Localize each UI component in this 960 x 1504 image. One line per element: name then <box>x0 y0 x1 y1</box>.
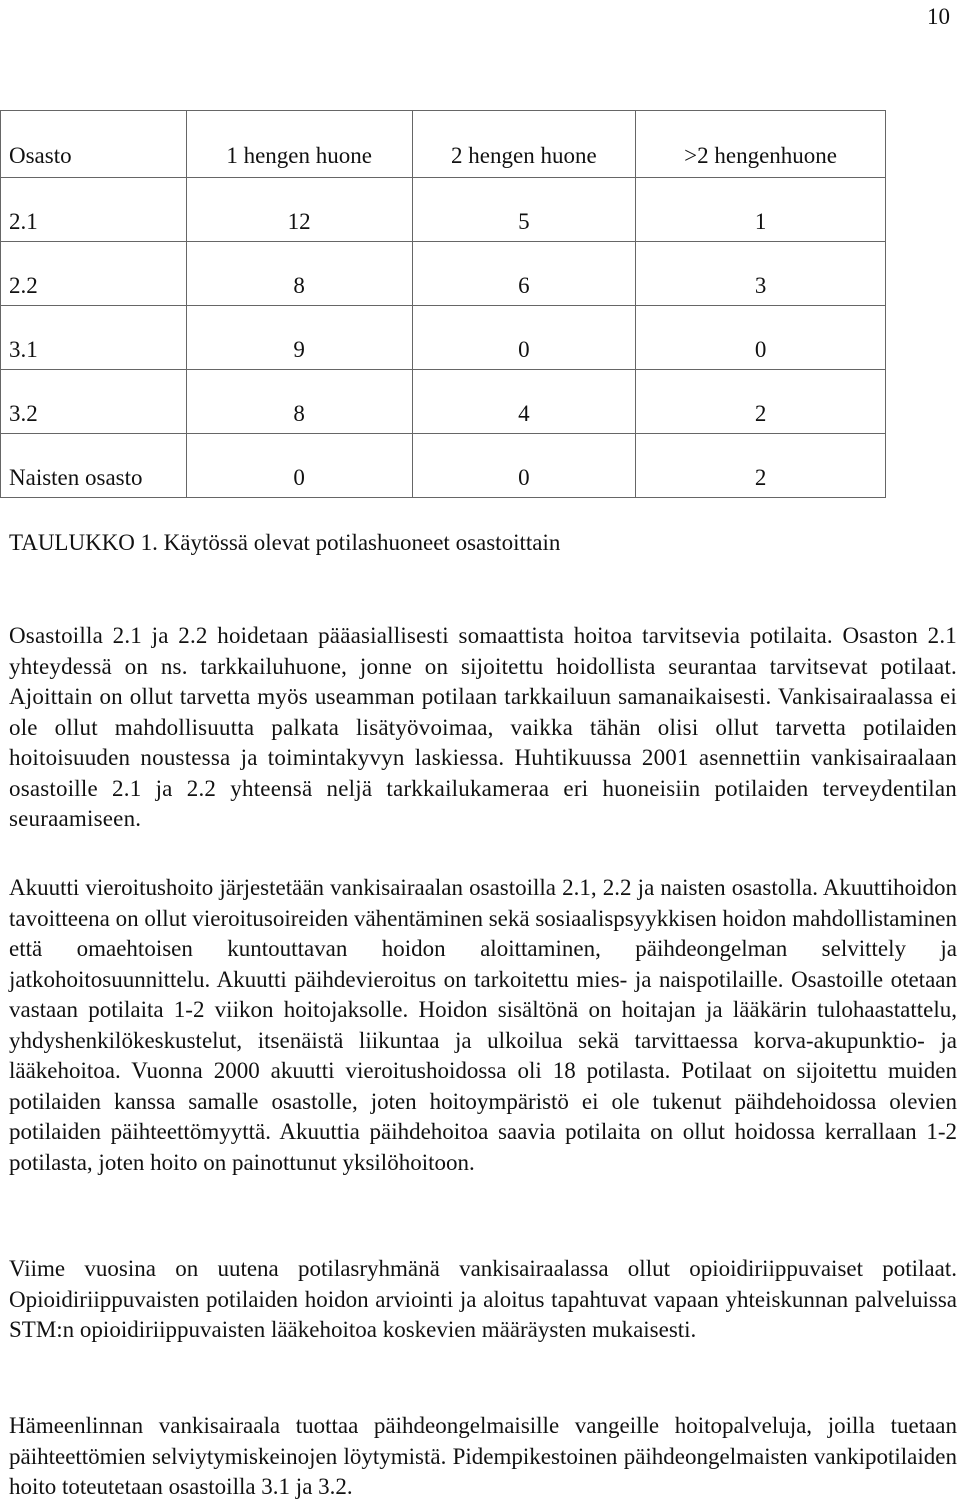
table-cell: 3 <box>636 242 886 306</box>
table-row <box>1 242 886 306</box>
table-cell: 2 <box>636 434 886 498</box>
paragraph-hameenlinna: Hämeenlinnan vankisairaala tuottaa päihdeongelmaisille vangeille hoitopalveluja, joilla tuetaan päihteettömien selviytymiskeinojen löytymistä. Pidempikestoinen päihdeongelmaisten vankipotilaiden hoito toteutetaan osastoilla 3.1 ja 3.2. <box>9 1413 957 1499</box>
table-cell: 0 <box>186 434 412 498</box>
table-cell: 0 <box>412 434 636 498</box>
table-row <box>1 306 886 370</box>
table-cell: 0 <box>412 306 636 370</box>
table-row <box>1 434 886 498</box>
table-cell: 12 <box>186 178 412 242</box>
paragraph-acute-withdrawal: Akuutti vieroitushoito järjestetään vankisairaalan osastoilla 2.1, 2.2 ja naisten osastolla. Akuuttihoidon tavoitteena on ollut vieroitusoireiden vähentäminen sekä sosiaalispsyykkisen hoidon mahdollistaminen että omaehtoisen kuntouttavan hoidon aloittaminen, päihdeongelman selvittely ja jatkohoitosuunnittelu. Akuutti päihdevieroitus on tarkoitettu mies- ja naispotilaille. Osastoille otetaan vastaan potilaita 1-2 viikon hoitojaksolle. Hoidon sisältönä on hoitajan ja lääkärin tulohaastattelu, yhdyshenkilökeskustelut, itsenäistä liikuntaa ja ulkoilua sekä tarvittaessa korva-akupunktio- ja lääkehoitoa. Vuonna 2000 akuutti vieroitushoidossa oli 18 potilasta. Potilaat on sijoitettu muiden potilaiden kanssa samalle osastolle, joten hoitoympäristö ei ole tukenut päihdehoidossa olevien potilaiden päihteettömyyttä. Akuuttia päihdehoitoa saavia potilaita on ollut hoidossa kerrallaan 1-2 potilasta, joten hoito on painottunut yksilöhoitoon. <box>9 875 957 1175</box>
table-cell: Naisten osasto <box>1 434 187 498</box>
table-header-cell: 2 hengen huone <box>412 111 636 178</box>
table-header-cell: 1 hengen huone <box>186 111 412 178</box>
table-cell: 1 <box>636 178 886 242</box>
table-cell: 2 <box>636 370 886 434</box>
table-cell: 3.1 <box>1 306 187 370</box>
table-cell: 9 <box>186 306 412 370</box>
table-header-cell: Osasto <box>1 111 187 178</box>
table-cell: 2.2 <box>1 242 187 306</box>
page-number: 10 <box>927 4 950 29</box>
table-header-cell: >2 hengenhuone <box>636 111 886 178</box>
table-caption: TAULUKKO 1. Käytössä olevat potilashuoneet osastoittain <box>9 530 561 555</box>
table-cell: 4 <box>412 370 636 434</box>
rooms-table <box>0 110 886 498</box>
table-cell: 8 <box>186 370 412 434</box>
table-row <box>1 178 886 242</box>
paragraph-somatic-care: Osastoilla 2.1 ja 2.2 hoidetaan pääasiallisesti somaattista hoitoa tarvitsevia potilaita. Osaston 2.1 yhteydessä on ns. tarkkailuhuone, jonne on sijoitettu hoidollista seurantaa tarvitsevat potilaat. Ajoittain on ollut tarvetta myös useamman potilaan tarkkailuun samanaikaisesti. Vankisairaalassa ei ole ollut mahdollisuutta palkata lisätyövoimaa, vaikka tähän olisi ollut tarvetta potilaiden hoitoisuuden noustessa ja toimintakyvyn laskiessa. Huhtikuussa 2001 asennettiin vankisairaalaan osastoille 2.1 ja 2.2 yhteensä neljä tarkkailukameraa eri huoneisiin potilaiden terveydentilan seuraamiseen. <box>9 623 957 831</box>
table-cell: 3.2 <box>1 370 187 434</box>
table-cell: 6 <box>412 242 636 306</box>
table-cell: 5 <box>412 178 636 242</box>
table-header-row <box>1 111 886 178</box>
paragraph-opioid-dependence: Viime vuosina on uutena potilasryhmänä vankisairaalassa ollut opioidiriippuvaiset potilaat. Opioidiriippuvaisten potilaiden hoidon arviointi ja aloitus tapahtuvat vapaan yhteiskunnan palveluissa STM:n opioidiriippuvaisten lääkehoitoa koskevien määräysten mukaisesti. <box>9 1256 957 1342</box>
table-cell: 2.1 <box>1 178 187 242</box>
table-row <box>1 370 886 434</box>
table-cell: 8 <box>186 242 412 306</box>
table-cell: 0 <box>636 306 886 370</box>
